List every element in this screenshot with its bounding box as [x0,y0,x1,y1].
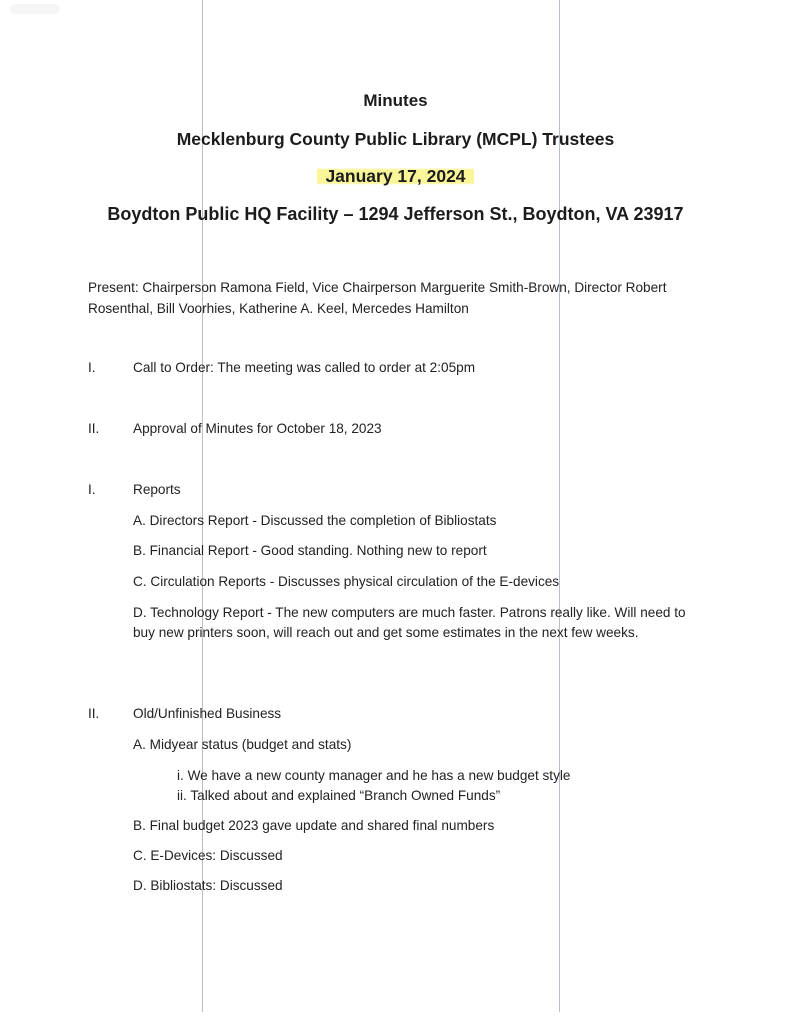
section-call-to-order: Call to Order: The meeting was called to order at 2:05pm [133,360,476,375]
section-approval-of-minutes: Approval of Minutes for October 18, 2023 [133,421,382,436]
highlighted-date: January 17, 2024 [317,166,473,186]
report-item: B. Financial Report - Good standing. Nothing new to report [133,543,487,558]
business-item: D. Bibliostats: Discussed [133,878,283,893]
scan-artifact [10,4,60,14]
business-item: A. Midyear status (budget and stats) [133,737,352,752]
report-item: C. Circulation Reports - Discusses physical circulation of the E-devices [133,574,560,589]
business-item: C. E-Devices: Discussed [133,848,283,863]
section-numeral: I. [88,360,96,375]
business-item: B. Final budget 2023 gave update and shared final numbers [133,818,495,833]
report-item: A. Directors Report - Discussed the completion of Bibliostats [133,513,497,528]
business-subitem: i. We have a new county manager and he has a new budget style [177,768,571,783]
section-numeral: I. [88,482,96,497]
section-numeral: II. [88,421,100,436]
doc-type-heading: Minutes [363,91,428,110]
business-subitem: ii. Talked about and explained “Branch Owned Funds” [177,788,501,803]
meeting-date [0,166,791,187]
section-numeral: II. [88,706,100,721]
attendees-paragraph: Present: Chairperson Ramona Field, Vice Chairperson Marguerite Smith-Brown, Director Robert Rosenthal, Bill Voorhies, Katherine A. Keel, Mercedes Hamilton [88,280,667,316]
section-old-business: Old/Unfinished Business [133,706,282,721]
organization-heading: Mecklenburg County Public Library (MCPL) Trustees [176,129,615,149]
report-item: D. Technology Report - The new computers are much faster. Patrons really like. Will need to buy new printers soon, will reach out and get some estimates in the next few weeks. [133,605,686,640]
section-reports: Reports [133,482,181,497]
meeting-location: Boydton Public HQ Facility – 1294 Jefferson St., Boydton, VA 23917 [107,204,684,224]
